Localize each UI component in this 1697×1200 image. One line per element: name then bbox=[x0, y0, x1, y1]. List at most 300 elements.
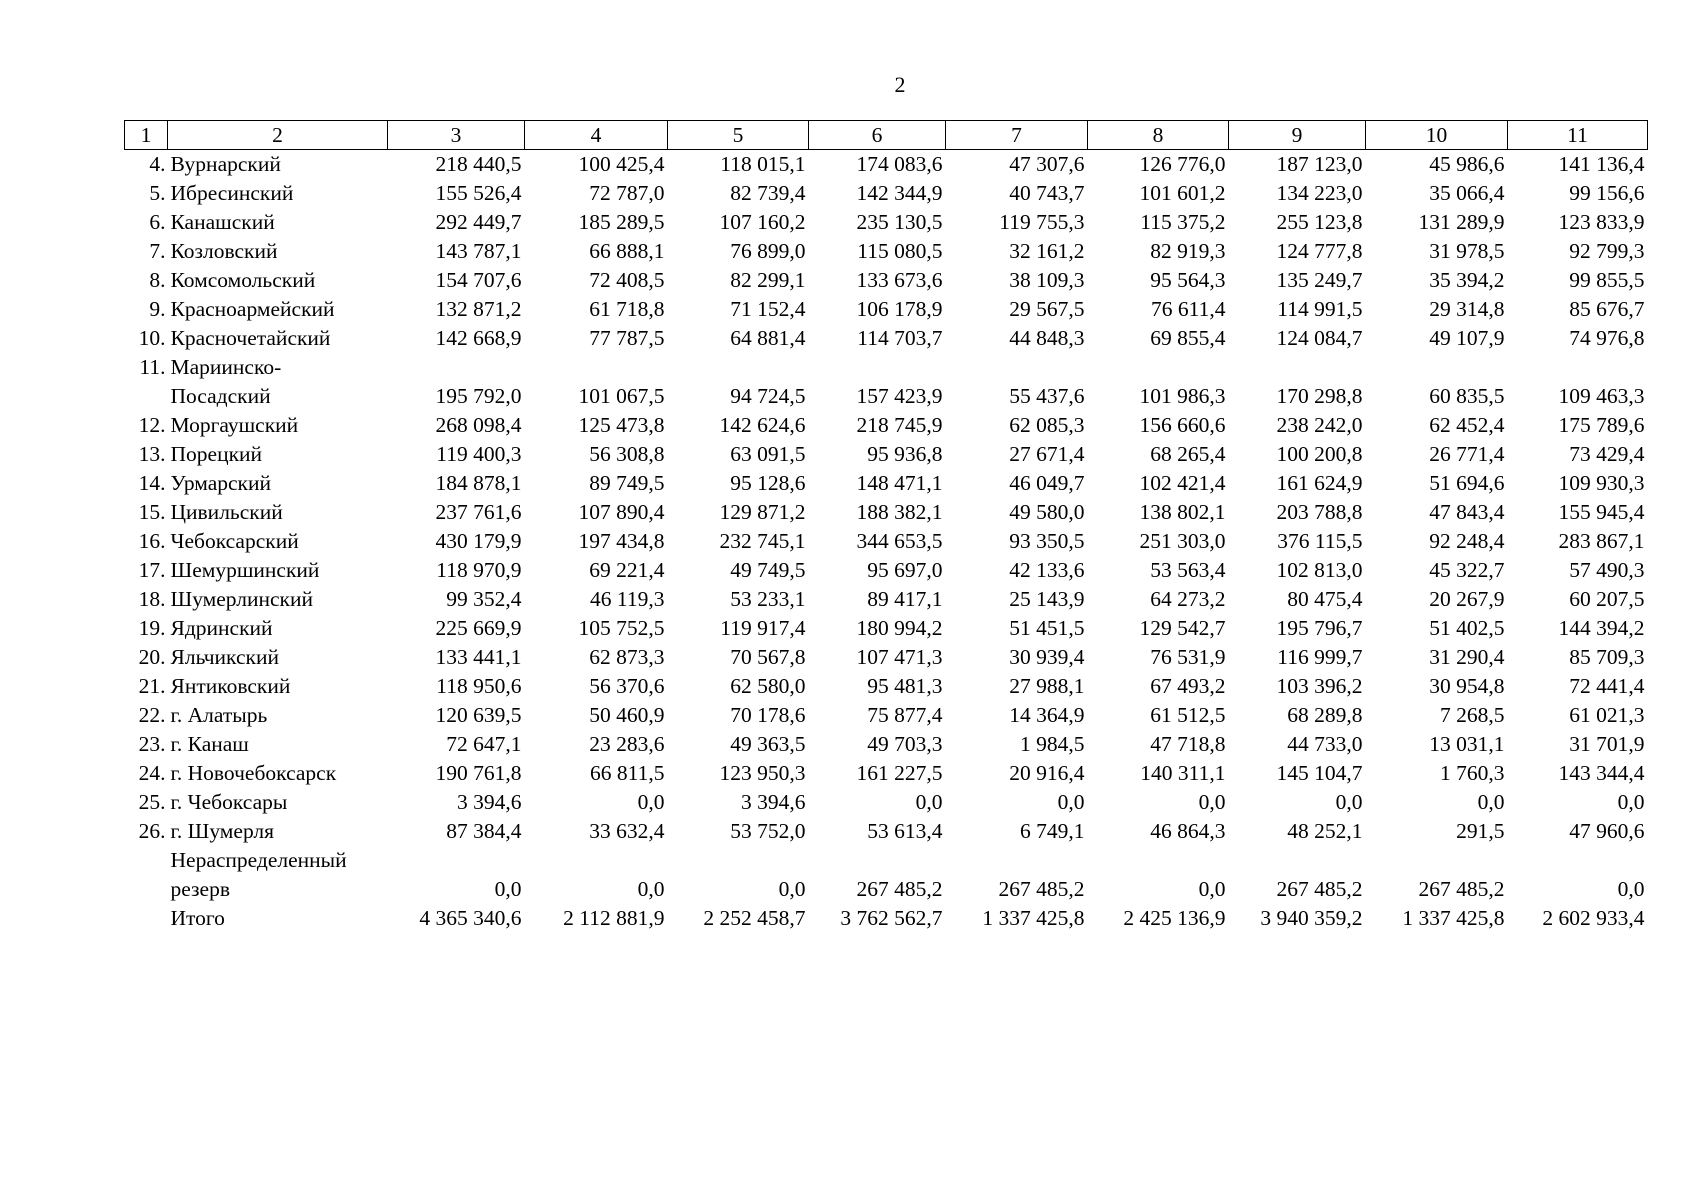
value-cell: 61 512,5 bbox=[1150, 703, 1226, 727]
value-cell: 148 471,1 bbox=[856, 471, 943, 495]
value-cell: 102 813,0 bbox=[1276, 558, 1363, 582]
value-cell: 0,0 bbox=[637, 877, 665, 901]
value-cell: 101 986,3 bbox=[1139, 384, 1226, 408]
value-cell: 4 365 340,6 bbox=[419, 906, 522, 930]
value-cell: 131 289,9 bbox=[1418, 210, 1505, 234]
value-cell: 156 660,6 bbox=[1139, 413, 1226, 437]
header-cell: 11 bbox=[1508, 121, 1648, 150]
value-cell: 119 917,4 bbox=[720, 616, 806, 640]
value-cell: 100 200,8 bbox=[1276, 442, 1363, 466]
value-cell: 46 864,3 bbox=[1150, 819, 1226, 843]
value-cell: 62 873,3 bbox=[589, 645, 665, 669]
value-cell: 100 425,4 bbox=[578, 152, 665, 176]
value-cell: 3 762 562,7 bbox=[840, 906, 943, 930]
row-number: 12. bbox=[138, 413, 166, 437]
value-cell: 235 130,5 bbox=[856, 210, 943, 234]
table-row bbox=[125, 208, 1648, 237]
table-row bbox=[125, 237, 1648, 266]
value-cell: 82 299,1 bbox=[730, 268, 806, 292]
value-cell: 76 611,4 bbox=[1151, 297, 1226, 321]
row-name: Красноармейский bbox=[170, 297, 335, 321]
value-cell: 170 298,8 bbox=[1276, 384, 1363, 408]
table-row bbox=[125, 730, 1648, 759]
value-cell: 95 128,6 bbox=[730, 471, 806, 495]
value-cell: 132 871,2 bbox=[435, 297, 522, 321]
row-name: г. Чебоксары bbox=[170, 790, 288, 814]
value-cell: 30 939,4 bbox=[1009, 645, 1085, 669]
value-cell: 141 136,4 bbox=[1558, 152, 1645, 176]
value-cell: 75 877,4 bbox=[867, 703, 943, 727]
value-cell: 25 143,9 bbox=[1009, 587, 1085, 611]
table-row bbox=[125, 556, 1648, 585]
value-cell: 105 752,5 bbox=[578, 616, 665, 640]
header-cell: 9 bbox=[1229, 121, 1366, 150]
value-cell: 93 350,5 bbox=[1009, 529, 1085, 553]
value-cell: 218 745,9 bbox=[856, 413, 943, 437]
value-cell: 232 745,1 bbox=[719, 529, 806, 553]
value-cell: 190 761,8 bbox=[435, 761, 522, 785]
header-cell: 1 bbox=[125, 121, 168, 150]
value-cell: 76 531,9 bbox=[1150, 645, 1226, 669]
value-cell: 56 308,8 bbox=[589, 442, 665, 466]
value-cell: 118 950,6 bbox=[436, 674, 522, 698]
value-cell: 2 112 881,9 bbox=[563, 906, 665, 930]
row-name: г. Канаш bbox=[170, 732, 249, 756]
row-number: 17. bbox=[138, 558, 166, 582]
value-cell: 120 639,5 bbox=[435, 703, 522, 727]
value-cell: 0,0 bbox=[1057, 790, 1085, 814]
value-cell: 430 179,9 bbox=[435, 529, 522, 553]
value-cell: 51 451,5 bbox=[1009, 616, 1085, 640]
table-row bbox=[125, 846, 1648, 875]
row-name: Ибресинский bbox=[170, 181, 294, 205]
value-cell: 72 787,0 bbox=[589, 181, 665, 205]
value-cell: 267 485,2 bbox=[1276, 877, 1363, 901]
value-cell: 92 799,3 bbox=[1569, 239, 1645, 263]
value-cell: 72 408,5 bbox=[589, 268, 665, 292]
row-name-continuation: Посадский bbox=[170, 384, 271, 408]
empty-cell bbox=[946, 846, 1088, 875]
row-number: 20. bbox=[138, 645, 166, 669]
row-number: 10. bbox=[138, 326, 166, 350]
value-cell: 61 718,8 bbox=[589, 297, 665, 321]
value-cell: 64 273,2 bbox=[1150, 587, 1226, 611]
row-number: 8. bbox=[149, 268, 166, 292]
value-cell: 47 718,8 bbox=[1150, 732, 1226, 756]
value-cell: 27 988,1 bbox=[1009, 674, 1085, 698]
value-cell: 61 021,3 bbox=[1569, 703, 1645, 727]
table-row-continuation bbox=[125, 382, 1648, 411]
table-header bbox=[125, 121, 1648, 150]
value-cell: 143 344,4 bbox=[1558, 761, 1645, 785]
value-cell: 47 960,6 bbox=[1569, 819, 1645, 843]
value-cell: 29 567,5 bbox=[1009, 297, 1085, 321]
row-name: Мариинско- bbox=[170, 355, 282, 379]
value-cell: 133 673,6 bbox=[856, 268, 943, 292]
value-cell: 31 978,5 bbox=[1429, 239, 1505, 263]
value-cell: 62 580,0 bbox=[730, 674, 806, 698]
value-cell: 40 743,7 bbox=[1009, 181, 1085, 205]
value-cell: 95 936,8 bbox=[867, 442, 943, 466]
value-cell: 51 694,6 bbox=[1429, 471, 1505, 495]
value-cell: 129 871,2 bbox=[719, 500, 806, 524]
row-number: 24. bbox=[138, 761, 166, 785]
value-cell: 46 119,3 bbox=[590, 587, 665, 611]
row-name: Вурнарский bbox=[170, 152, 281, 176]
value-cell: 82 919,3 bbox=[1150, 239, 1226, 263]
value-cell: 87 384,4 bbox=[446, 819, 522, 843]
value-cell: 26 771,4 bbox=[1429, 442, 1505, 466]
value-cell: 45 322,7 bbox=[1429, 558, 1505, 582]
row-name: г. Алатырь bbox=[170, 703, 268, 727]
value-cell: 2 425 136,9 bbox=[1123, 906, 1226, 930]
value-cell: 376 115,5 bbox=[1277, 529, 1363, 553]
value-cell: 44 848,3 bbox=[1009, 326, 1085, 350]
value-cell: 49 580,0 bbox=[1009, 500, 1085, 524]
value-cell: 70 178,6 bbox=[730, 703, 806, 727]
value-cell: 49 363,5 bbox=[730, 732, 806, 756]
row-name: Янтиковский bbox=[170, 674, 291, 698]
value-cell: 0,0 bbox=[1617, 877, 1645, 901]
value-cell: 124 777,8 bbox=[1276, 239, 1363, 263]
table-row bbox=[125, 817, 1648, 846]
value-cell: 1 760,3 bbox=[1440, 761, 1505, 785]
row-name: Канашский bbox=[170, 210, 275, 234]
value-cell: 101 067,5 bbox=[578, 384, 665, 408]
value-cell: 180 994,2 bbox=[856, 616, 943, 640]
empty-cell bbox=[525, 353, 668, 382]
value-cell: 119 400,3 bbox=[436, 442, 522, 466]
empty-cell bbox=[125, 904, 168, 933]
value-cell: 255 123,8 bbox=[1276, 210, 1363, 234]
empty-cell bbox=[1088, 846, 1229, 875]
header-cell: 2 bbox=[168, 121, 388, 150]
value-cell: 49 703,3 bbox=[867, 732, 943, 756]
empty-cell bbox=[1508, 846, 1648, 875]
row-number: 26. bbox=[138, 819, 166, 843]
value-cell: 225 669,9 bbox=[435, 616, 522, 640]
value-cell: 237 761,6 bbox=[435, 500, 522, 524]
value-cell: 76 899,0 bbox=[730, 239, 806, 263]
row-name: Моргаушский bbox=[170, 413, 299, 437]
value-cell: 140 311,1 bbox=[1140, 761, 1226, 785]
value-cell: 174 083,6 bbox=[856, 152, 943, 176]
value-cell: 89 417,1 bbox=[867, 587, 943, 611]
row-number: 13. bbox=[138, 442, 166, 466]
empty-cell bbox=[125, 382, 168, 411]
value-cell: 142 624,6 bbox=[719, 413, 806, 437]
row-name: Козловский bbox=[170, 239, 278, 263]
value-cell: 123 833,9 bbox=[1558, 210, 1645, 234]
row-number: 11. bbox=[139, 355, 166, 379]
row-number: 25. bbox=[138, 790, 166, 814]
value-cell: 251 303,0 bbox=[1139, 529, 1226, 553]
table-row bbox=[125, 701, 1648, 730]
value-cell: 1 984,5 bbox=[1020, 732, 1085, 756]
empty-cell bbox=[668, 353, 809, 382]
value-cell: 106 178,9 bbox=[856, 297, 943, 321]
table-row bbox=[125, 179, 1648, 208]
value-cell: 203 788,8 bbox=[1276, 500, 1363, 524]
value-cell: 109 463,3 bbox=[1558, 384, 1645, 408]
value-cell: 66 811,5 bbox=[590, 761, 665, 785]
value-cell: 85 676,7 bbox=[1569, 297, 1645, 321]
row-name: Красночетайский bbox=[170, 326, 331, 350]
value-cell: 35 066,4 bbox=[1429, 181, 1505, 205]
table-row bbox=[125, 440, 1648, 469]
table-row bbox=[125, 324, 1648, 353]
table-row bbox=[125, 353, 1648, 382]
value-cell: 47 307,6 bbox=[1009, 152, 1085, 176]
value-cell: 51 402,5 bbox=[1429, 616, 1505, 640]
value-cell: 95 481,3 bbox=[867, 674, 943, 698]
table-row bbox=[125, 469, 1648, 498]
table-body bbox=[125, 150, 1648, 934]
value-cell: 80 475,4 bbox=[1287, 587, 1363, 611]
value-cell: 115 375,2 bbox=[1140, 210, 1226, 234]
row-number: 16. bbox=[138, 529, 166, 553]
value-cell: 175 789,6 bbox=[1558, 413, 1645, 437]
value-cell: 155 526,4 bbox=[435, 181, 522, 205]
table-row bbox=[125, 498, 1648, 527]
table-row bbox=[125, 585, 1648, 614]
table-row bbox=[125, 150, 1648, 180]
value-cell: 218 440,5 bbox=[435, 152, 522, 176]
table-row bbox=[125, 266, 1648, 295]
empty-cell bbox=[1508, 353, 1648, 382]
value-cell: 71 152,4 bbox=[730, 297, 806, 321]
row-name: Шумерлинский bbox=[170, 587, 314, 611]
row-number: 21. bbox=[138, 674, 166, 698]
value-cell: 53 752,0 bbox=[730, 819, 806, 843]
value-cell: 6 749,1 bbox=[1020, 819, 1085, 843]
header-cell: 10 bbox=[1366, 121, 1508, 150]
value-cell: 31 290,4 bbox=[1429, 645, 1505, 669]
page-number: 2 bbox=[894, 72, 906, 97]
value-cell: 0,0 bbox=[494, 877, 522, 901]
value-cell: 50 460,9 bbox=[589, 703, 665, 727]
row-name: Шемуршинский bbox=[170, 558, 320, 582]
value-cell: 107 160,2 bbox=[719, 210, 806, 234]
value-cell: 69 221,4 bbox=[589, 558, 665, 582]
value-cell: 56 370,6 bbox=[589, 674, 665, 698]
table-row bbox=[125, 643, 1648, 672]
value-cell: 29 314,8 bbox=[1429, 297, 1505, 321]
row-number: 4. bbox=[149, 152, 166, 176]
value-cell: 114 703,7 bbox=[857, 326, 943, 350]
value-cell: 95 564,3 bbox=[1150, 268, 1226, 292]
empty-cell bbox=[809, 353, 946, 382]
value-cell: 267 485,2 bbox=[1418, 877, 1505, 901]
row-name-continuation: резерв bbox=[170, 877, 230, 901]
value-cell: 62 085,3 bbox=[1009, 413, 1085, 437]
value-cell: 0,0 bbox=[778, 877, 806, 901]
table-row bbox=[125, 759, 1648, 788]
empty-cell bbox=[125, 875, 168, 904]
value-cell: 142 344,9 bbox=[856, 181, 943, 205]
value-cell: 55 437,6 bbox=[1009, 384, 1085, 408]
value-cell: 1 337 425,8 bbox=[982, 906, 1085, 930]
row-number: 7. bbox=[149, 239, 166, 263]
value-cell: 85 709,3 bbox=[1569, 645, 1645, 669]
table-row bbox=[125, 788, 1648, 817]
value-cell: 188 382,1 bbox=[856, 500, 943, 524]
value-cell: 119 755,3 bbox=[999, 210, 1085, 234]
value-cell: 129 542,7 bbox=[1139, 616, 1226, 640]
value-cell: 0,0 bbox=[637, 790, 665, 814]
value-cell: 94 724,5 bbox=[730, 384, 806, 408]
empty-cell bbox=[125, 846, 168, 875]
value-cell: 99 156,6 bbox=[1569, 181, 1645, 205]
value-cell: 1 337 425,8 bbox=[1402, 906, 1505, 930]
row-name: Нераспределенный bbox=[170, 848, 347, 872]
value-cell: 53 563,4 bbox=[1150, 558, 1226, 582]
value-cell: 60 835,5 bbox=[1429, 384, 1505, 408]
row-number: 22. bbox=[138, 703, 166, 727]
value-cell: 82 739,4 bbox=[730, 181, 806, 205]
value-cell: 107 471,3 bbox=[856, 645, 943, 669]
value-cell: 187 123,0 bbox=[1276, 152, 1363, 176]
value-cell: 0,0 bbox=[1335, 790, 1363, 814]
value-cell: 118 015,1 bbox=[720, 152, 806, 176]
header-cell: 5 bbox=[668, 121, 809, 150]
value-cell: 267 485,2 bbox=[856, 877, 943, 901]
value-cell: 20 916,4 bbox=[1009, 761, 1085, 785]
value-cell: 47 843,4 bbox=[1429, 500, 1505, 524]
value-cell: 30 954,8 bbox=[1429, 674, 1505, 698]
value-cell: 0,0 bbox=[915, 790, 943, 814]
value-cell: 73 429,4 bbox=[1569, 442, 1645, 466]
value-cell: 123 950,3 bbox=[719, 761, 806, 785]
value-cell: 238 242,0 bbox=[1276, 413, 1363, 437]
row-number: 6. bbox=[149, 210, 166, 234]
value-cell: 42 133,6 bbox=[1009, 558, 1085, 582]
value-cell: 142 668,9 bbox=[435, 326, 522, 350]
empty-cell bbox=[1088, 353, 1229, 382]
value-cell: 31 701,9 bbox=[1569, 732, 1645, 756]
row-number: 19. bbox=[138, 616, 166, 640]
value-cell: 32 161,2 bbox=[1009, 239, 1085, 263]
value-cell: 63 091,5 bbox=[730, 442, 806, 466]
value-cell: 101 601,2 bbox=[1139, 181, 1226, 205]
empty-cell bbox=[1366, 353, 1508, 382]
table-row bbox=[125, 904, 1648, 933]
row-name: Урмарский bbox=[170, 471, 272, 495]
value-cell: 161 624,9 bbox=[1276, 471, 1363, 495]
value-cell: 14 364,9 bbox=[1009, 703, 1085, 727]
value-cell: 134 223,0 bbox=[1276, 181, 1363, 205]
value-cell: 145 104,7 bbox=[1276, 761, 1363, 785]
value-cell: 0,0 bbox=[1477, 790, 1505, 814]
value-cell: 49 749,5 bbox=[730, 558, 806, 582]
empty-cell bbox=[946, 353, 1088, 382]
row-number: 15. bbox=[138, 500, 166, 524]
row-name: Яльчикский bbox=[170, 645, 279, 669]
value-cell: 161 227,5 bbox=[856, 761, 943, 785]
value-cell: 125 473,8 bbox=[578, 413, 665, 437]
value-cell: 57 490,3 bbox=[1569, 558, 1645, 582]
value-cell: 3 394,6 bbox=[741, 790, 806, 814]
table-row bbox=[125, 672, 1648, 701]
header-cell: 8 bbox=[1088, 121, 1229, 150]
row-number: 5. bbox=[149, 181, 166, 205]
row-number: 23. bbox=[138, 732, 166, 756]
value-cell: 99 855,5 bbox=[1569, 268, 1645, 292]
row-name: Ядринский bbox=[170, 616, 273, 640]
value-cell: 292 449,7 bbox=[435, 210, 522, 234]
value-cell: 154 707,6 bbox=[435, 268, 522, 292]
row-name: Цивильский bbox=[170, 500, 283, 524]
table-row bbox=[125, 411, 1648, 440]
value-cell: 60 207,5 bbox=[1569, 587, 1645, 611]
table-row-continuation bbox=[125, 875, 1648, 904]
empty-cell bbox=[525, 846, 668, 875]
row-name: Порецкий bbox=[170, 442, 263, 466]
value-cell: 109 930,3 bbox=[1558, 471, 1645, 495]
value-cell: 70 567,8 bbox=[730, 645, 806, 669]
header-cell: 3 bbox=[388, 121, 525, 150]
value-cell: 13 031,1 bbox=[1429, 732, 1505, 756]
value-cell: 155 945,4 bbox=[1558, 500, 1645, 524]
value-cell: 291,5 bbox=[1456, 819, 1505, 843]
value-cell: 74 976,8 bbox=[1569, 326, 1645, 350]
value-cell: 99 352,4 bbox=[446, 587, 522, 611]
value-cell: 107 890,4 bbox=[578, 500, 665, 524]
header-cell: 4 bbox=[525, 121, 668, 150]
value-cell: 23 283,6 bbox=[589, 732, 665, 756]
table-row bbox=[125, 614, 1648, 643]
value-cell: 53 613,4 bbox=[867, 819, 943, 843]
value-cell: 95 697,0 bbox=[867, 558, 943, 582]
value-cell: 53 233,1 bbox=[730, 587, 806, 611]
row-name: Комсомольский bbox=[170, 268, 316, 292]
header-cell: 6 bbox=[809, 121, 946, 150]
budget-table bbox=[124, 120, 1648, 933]
empty-cell bbox=[388, 846, 525, 875]
empty-cell bbox=[809, 846, 946, 875]
row-name: г. Новочебоксарск bbox=[170, 761, 337, 785]
value-cell: 102 421,4 bbox=[1139, 471, 1226, 495]
row-number: 9. bbox=[149, 297, 166, 321]
value-cell: 283 867,1 bbox=[1558, 529, 1645, 553]
value-cell: 0,0 bbox=[1198, 790, 1226, 814]
value-cell: 2 602 933,4 bbox=[1542, 906, 1645, 930]
value-cell: 103 396,2 bbox=[1276, 674, 1363, 698]
value-cell: 126 776,0 bbox=[1139, 152, 1226, 176]
value-cell: 184 878,1 bbox=[435, 471, 522, 495]
value-cell: 115 080,5 bbox=[857, 239, 943, 263]
empty-cell bbox=[388, 353, 525, 382]
row-name: г. Шумерля bbox=[170, 819, 275, 843]
value-cell: 3 940 359,2 bbox=[1260, 906, 1363, 930]
row-name: Итого bbox=[170, 906, 225, 930]
value-cell: 89 749,5 bbox=[589, 471, 665, 495]
value-cell: 72 647,1 bbox=[446, 732, 522, 756]
header-cell: 7 bbox=[946, 121, 1088, 150]
value-cell: 38 109,3 bbox=[1009, 268, 1085, 292]
value-cell: 2 252 458,7 bbox=[703, 906, 806, 930]
value-cell: 185 289,5 bbox=[578, 210, 665, 234]
value-cell: 344 653,5 bbox=[856, 529, 943, 553]
value-cell: 0,0 bbox=[1198, 877, 1226, 901]
value-cell: 195 792,0 bbox=[435, 384, 522, 408]
value-cell: 157 423,9 bbox=[856, 384, 943, 408]
value-cell: 72 441,4 bbox=[1569, 674, 1645, 698]
row-number: 14. bbox=[138, 471, 166, 495]
row-name: Чебоксарский bbox=[170, 529, 299, 553]
value-cell: 143 787,1 bbox=[435, 239, 522, 263]
value-cell: 118 970,9 bbox=[436, 558, 522, 582]
